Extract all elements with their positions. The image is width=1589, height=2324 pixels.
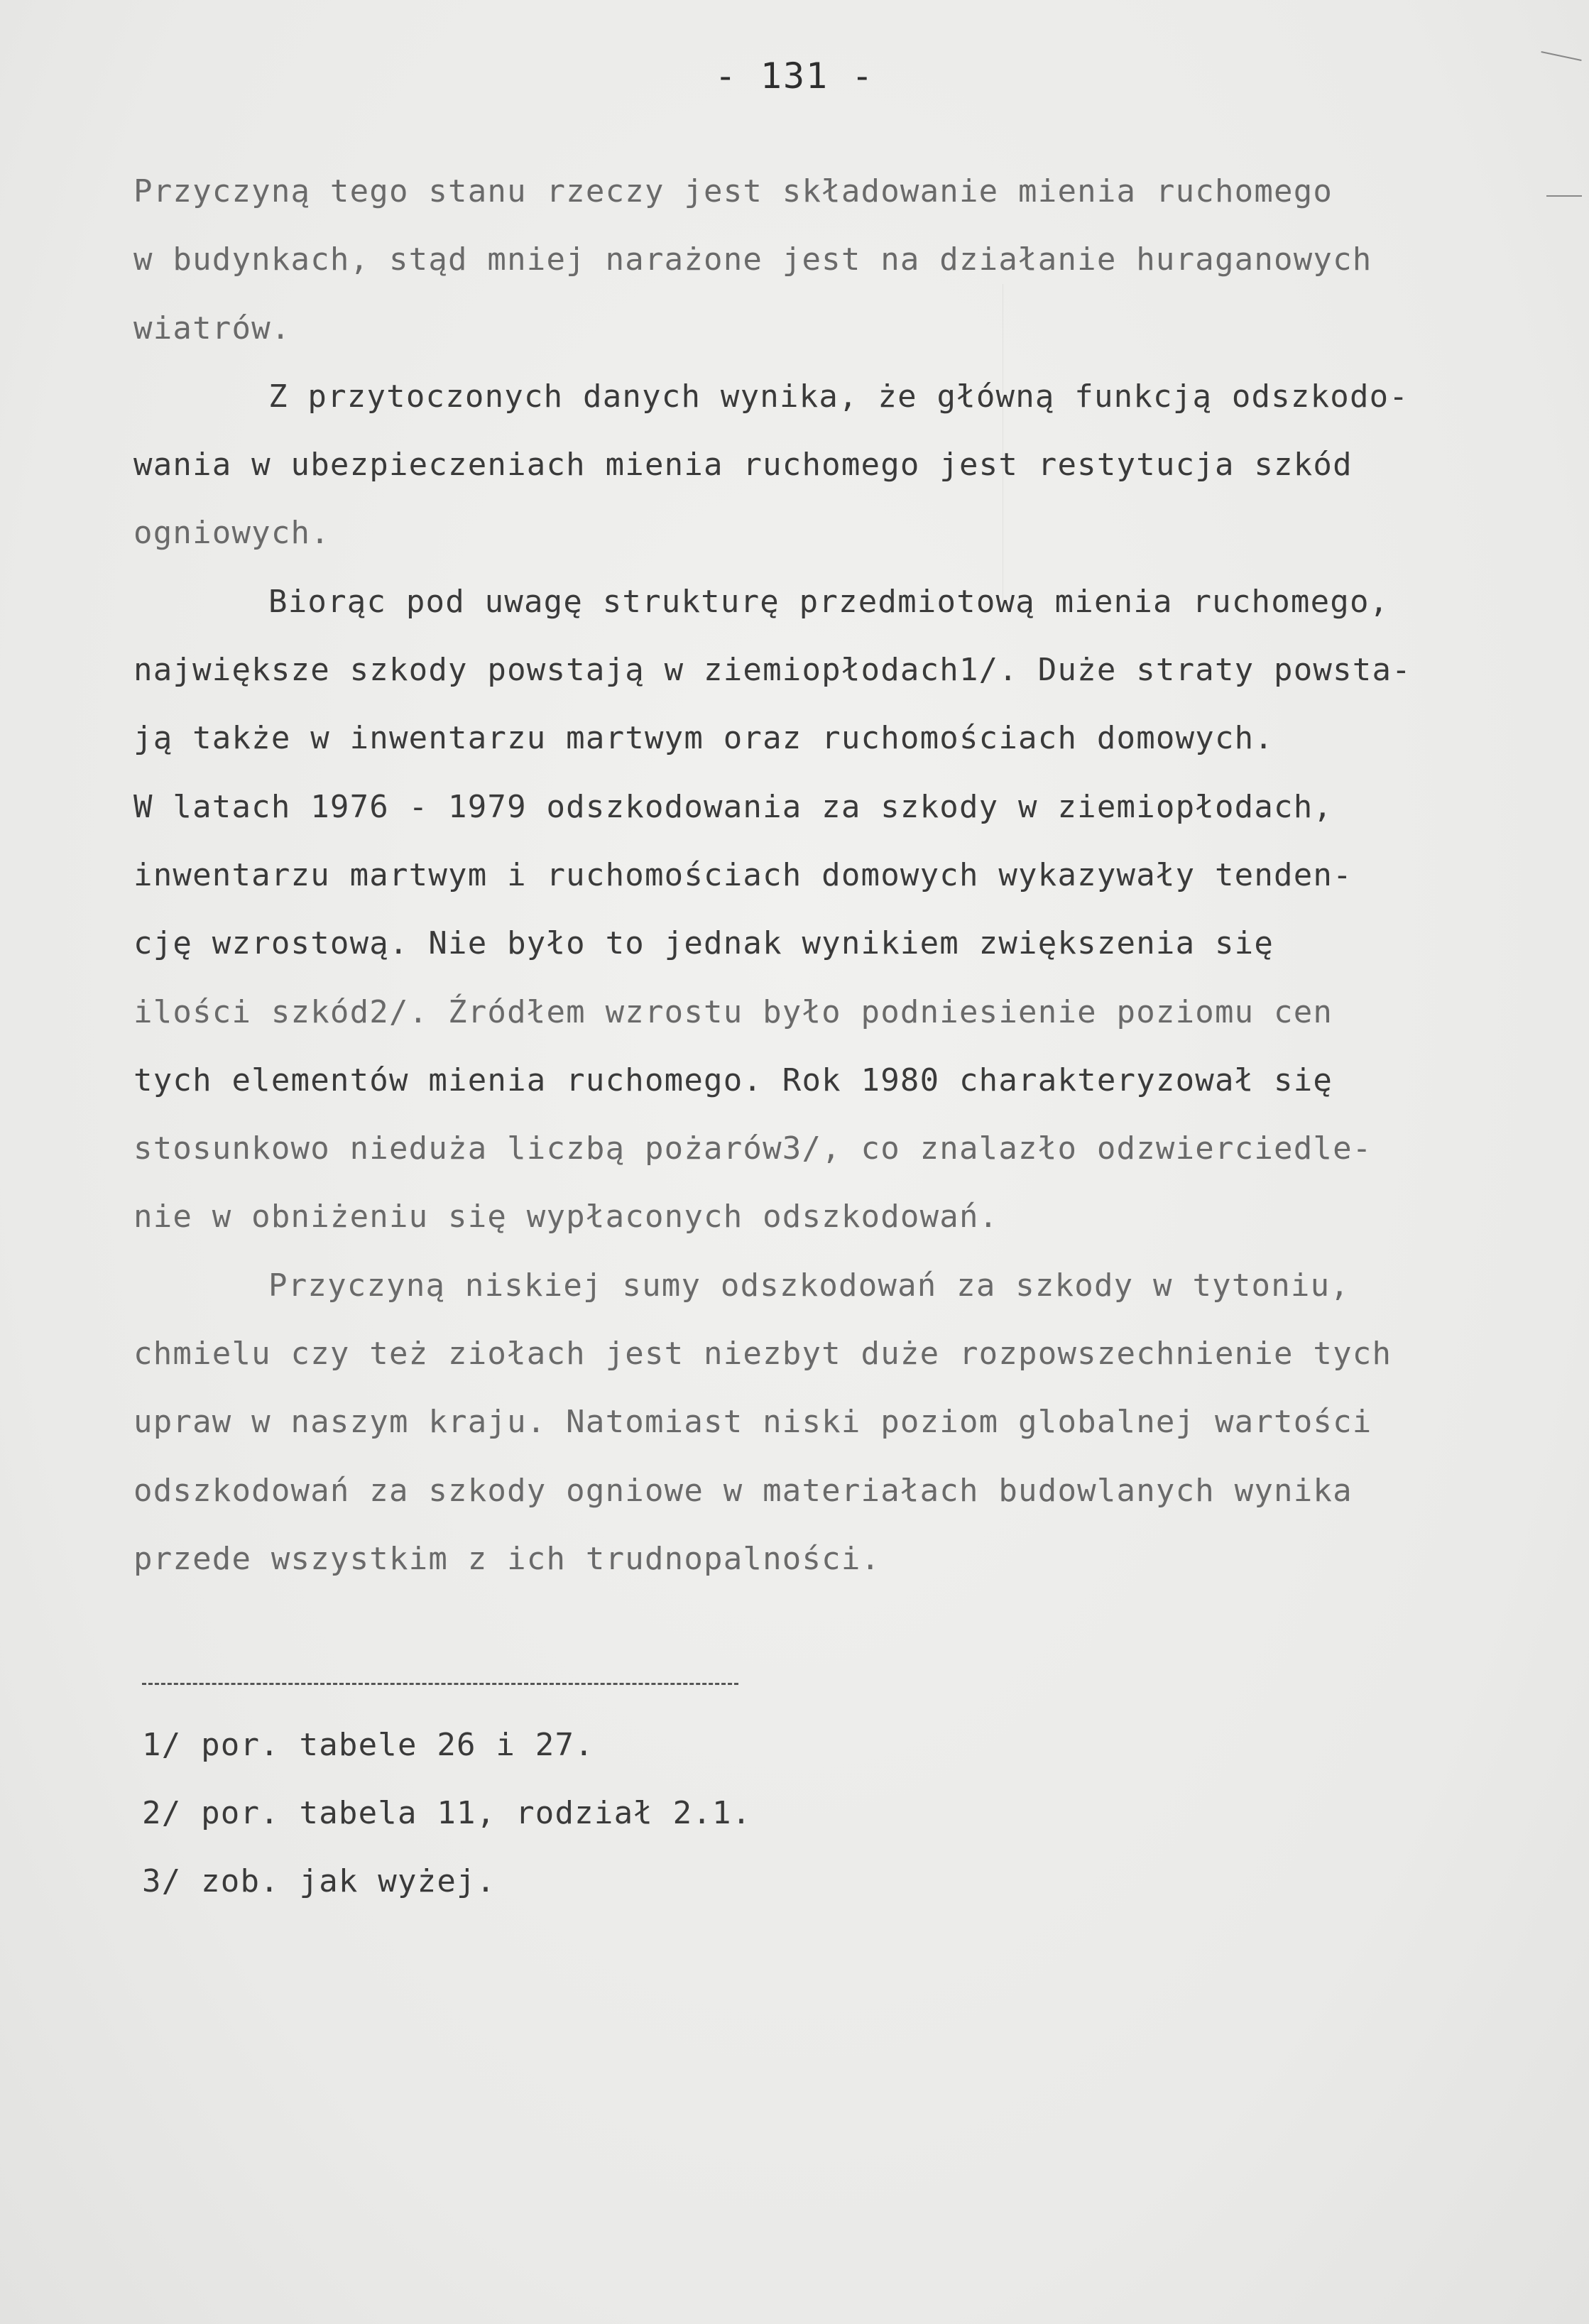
page-number: - 131 - (714, 55, 875, 97)
body-line: stosunkowo nieduża liczbą pożarów3/, co znalazło odzwierciedle- (133, 1130, 1372, 1167)
body-line: największe szkody powstają w ziemiopłodach1/. Duże straty powsta- (133, 652, 1411, 689)
body-line: ogniowych. (133, 515, 330, 552)
body-line: ją także w inwentarzu martwym oraz ruchomościach domowych. (133, 720, 1274, 757)
body-line: Z przytoczonych danych wynika, że główną funkcją odszkodo- (268, 378, 1409, 415)
body-line: cję wzrostową. Nie było to jednak wynikiem zwiększenia się (133, 925, 1274, 962)
body-line: nie w obniżeniu się wypłaconych odszkodowań. (133, 1199, 999, 1235)
footnote: 1/ por. tabele 26 i 27. (142, 1727, 594, 1763)
footnote-separator (142, 1683, 738, 1685)
body-line: Przyczyną niskiej sumy odszkodowań za szkody w tytoniu, (268, 1267, 1350, 1304)
body-line: tych elementów mienia ruchomego. Rok 1980 charakteryzował się (133, 1062, 1333, 1098)
body-line: chmielu czy też ziołach jest niezbyt duże rozpowszechnienie tych (133, 1336, 1392, 1373)
body-line: wiatrów. (133, 310, 291, 347)
body-text (133, 158, 1539, 1593)
body-line: Biorąc pod uwagę strukturę przedmiotową mienia ruchomego, (268, 583, 1389, 620)
body-line: upraw w naszym kraju. Natomiast niski poziom globalnej wartości (133, 1404, 1372, 1441)
footnotes (142, 1711, 751, 1916)
body-line: odszkodowań za szkody ogniowe w materiałach budowlanych wynika (133, 1472, 1353, 1509)
body-line: inwentarzu martwym i ruchomościach domowych wykazywały tenden- (133, 856, 1353, 893)
footnote: 3/ zob. jak wyżej. (142, 1863, 496, 1899)
body-line: wania w ubezpieczeniach mienia ruchomego jest restytucja szkód (133, 447, 1353, 484)
body-line: w budynkach, stąd mniej narażone jest na działanie huraganowych (133, 241, 1372, 278)
margin-mark (1546, 195, 1582, 197)
footnote: 2/ por. tabela 11, rodział 2.1. (142, 1795, 752, 1831)
body-line: Przyczyną tego stanu rzeczy jest składowanie mienia ruchomego (133, 173, 1333, 209)
body-line: przede wszystkim z ich trudnopalności. (133, 1540, 881, 1577)
body-line: W latach 1976 - 1979 odszkodowania za szkody w ziemiopłodach, (133, 788, 1333, 825)
body-line: ilości szkód2/. Źródłem wzrostu było podniesienie poziomu cen (133, 993, 1333, 1030)
